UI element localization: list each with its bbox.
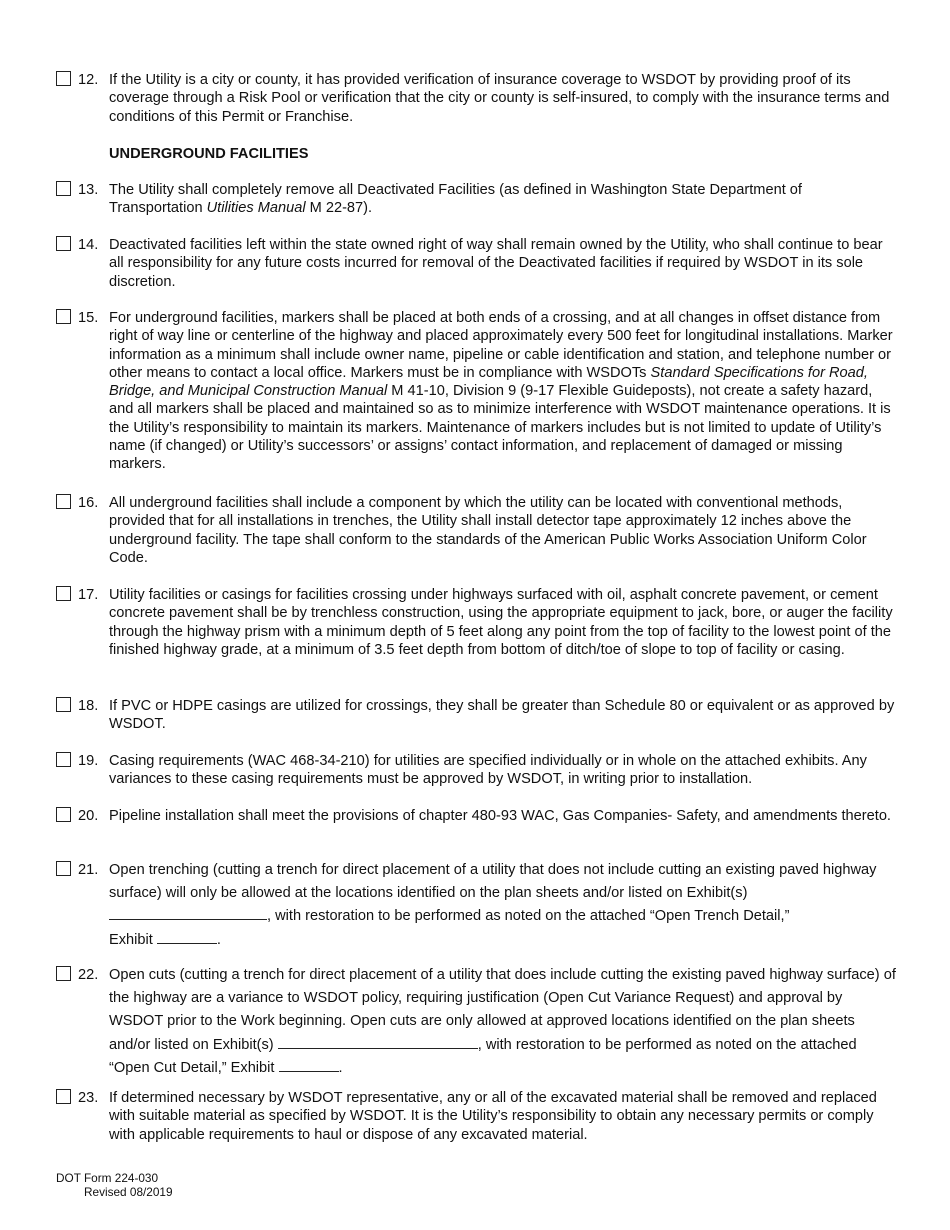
condition-item-13 <box>56 181 896 218</box>
item-number: 19. <box>78 753 99 769</box>
condition-item-16 <box>56 494 896 567</box>
checkbox-16[interactable] <box>56 494 71 509</box>
checkbox-23[interactable] <box>56 1089 71 1104</box>
item-number: 22. <box>78 967 99 983</box>
text-part: , with restoration to be performed as noted on the attached “Open Cut Detail,” Exhibit <box>109 1036 857 1076</box>
checkbox-14[interactable] <box>56 236 71 251</box>
checkbox-19[interactable] <box>56 752 71 767</box>
condition-item-23 <box>56 1089 896 1144</box>
item-text: Deactivated facilities left within the state owned right of way shall remain owned by the Utility, who shall continue to bear all responsibility for any future costs incurred for removal of the Deactivated facilities if required by WSDOT in its sole discretion. <box>109 237 883 290</box>
condition-item-14 <box>56 236 896 291</box>
item-text: All underground facilities shall include a component by which the utility can be located with conventional methods, provided that for all installations in trenches, the Utility shall install detector tape approximately 12 inches above the underground facility. The tape shall conform to the standards of the American Public Works Association Uniform Color Code. <box>109 495 867 566</box>
section-heading: UNDERGROUND FACILITIES <box>109 146 309 162</box>
item-number: 17. <box>78 587 99 603</box>
page-footer <box>56 1171 173 1200</box>
item-number: 23. <box>78 1090 99 1106</box>
item-number: 15. <box>78 310 99 326</box>
checkbox-13[interactable] <box>56 181 71 196</box>
checkbox-22[interactable] <box>56 966 71 981</box>
item-text: Casing requirements (WAC 468-34-210) for utilities are specified individually or in whole on the attached exhibits. Any variances to these casing requirements must be approved by WSDOT, in writing prior to installation. <box>109 753 867 788</box>
condition-item-17 <box>56 586 896 659</box>
item-text: If PVC or HDPE casings are utilized for crossings, they shall be greater than Schedule 80 or equivalent or as approved by WSDOT. <box>109 698 895 733</box>
item-number: 16. <box>78 495 99 511</box>
item-number: 21. <box>78 862 99 878</box>
item-number: 12. <box>78 72 99 88</box>
text-part: Open trenching (cutting a trench for direct placement of a utility that does not include cutting an existing paved highway surface) will only be allowed at the locations identified on the plan sheets and/or listed on Exhibit(s) <box>109 862 877 902</box>
condition-item-22 <box>56 964 896 1080</box>
condition-item-20 <box>56 807 896 825</box>
text-part: M 22-87). <box>305 200 373 217</box>
exhibit-letter-blank[interactable] <box>279 1057 339 1072</box>
item-text: Pipeline installation shall meet the provisions of chapter 480-93 WAC, Gas Companies- Safety, and amendments thereto. <box>109 808 891 824</box>
exhibit-number-blank[interactable] <box>278 1034 478 1049</box>
checkbox-20[interactable] <box>56 807 71 822</box>
checkbox-21[interactable] <box>56 861 71 876</box>
item-text <box>109 859 896 952</box>
item-text <box>109 964 896 1080</box>
item-text: If the Utility is a city or county, it has provided verification of insurance coverage to WSDOT by providing proof of its coverage through a Risk Pool or verification that the city or county is self-insured, to comply with the insurance terms and conditions of this Permit or Franchise. <box>109 72 890 125</box>
text-part: The Utility shall completely remove all Deactivated Facilities (as defined in Washington State Department of Transportation <box>109 182 802 217</box>
exhibit-number-blank[interactable] <box>109 905 267 920</box>
item-number: 20. <box>78 808 99 824</box>
item-text <box>109 309 896 474</box>
text-part: . <box>216 931 221 948</box>
checkbox-17[interactable] <box>56 586 71 601</box>
item-number: 14. <box>78 237 99 253</box>
checkbox-18[interactable] <box>56 697 71 712</box>
condition-item-21 <box>56 859 896 952</box>
item-text: Utility facilities or casings for facilities crossing under highways surfaced with oil, asphalt concrete pavement, or cement concrete pavement shall be by trenchless construction, using the appropriate equipment to jack, bore, or auger the facility through the highway prism with a minimum depth of 5 feet along any point from the top of facility to the lowest point of the finished highway grade, at a minimum of 3.5 feet depth from bottom of ditch/toe of slope to top of facility or casing. <box>109 587 893 658</box>
text-part: For underground facilities, markers shall be placed at both ends of a crossing, and at all changes in offset distance from right of way line or centerline of the highway and placed approximately every 500 feet for longitudinal installations. Marker information as a minimum shall include owner name, pipeline or cable identification and station, and telephone number or other means to contact a local office. Markers must be in compliance with WSDOTs <box>109 310 893 381</box>
condition-item-18 <box>56 697 896 734</box>
exhibit-letter-blank[interactable] <box>157 929 217 944</box>
manual-title: Standard Specifications for Road, Bridge, and Municipal Construction Manual <box>109 364 868 400</box>
revision-date: Revised 08/2019 <box>84 1185 173 1200</box>
item-text: If determined necessary by WSDOT representative, any or all of the excavated material shall be removed and replaced with suitable material as specified by WSDOT. It is the Utility’s responsibility to obtain any necessary permits or comply with applicable requirements to haul or dispose of any excavated material. <box>109 1090 877 1143</box>
checkbox-15[interactable] <box>56 309 71 324</box>
form-number: DOT Form 224-030 <box>56 1171 159 1185</box>
text-part: M 41-10, Division 9 (9-17 Flexible Guideposts), not create a safety hazard, and all markers shall be placed and maintained so as to minimize interference with WSDOT maintenance operations. It is the Utility’s responsibility to maintain its markers. Maintenance of markers includes but is not limited to update of Utility’s name (if changed) or Utility’s successors’ or assigns’ contact information, and replacement of damaged or missing markers. <box>109 383 891 473</box>
text-part: Exhibit <box>109 931 153 948</box>
condition-item-15 <box>56 309 896 474</box>
checkbox-12[interactable] <box>56 71 71 86</box>
item-number: 13. <box>78 182 99 198</box>
text-part: . <box>338 1059 343 1076</box>
text-part: Open cuts (cutting a trench for direct placement of a utility that does include cutting the existing paved highway surface) of the highway are a variance to WSDOT policy, requiring justification (Open Cut Variance Request) and approval by WSDOT prior to the Work beginning. Open cuts are only allowed at approved locations identified on the plan sheets and/or listed on Exhibit(s) <box>109 967 896 1053</box>
condition-item-12 <box>56 71 896 126</box>
text-part: , with restoration to be performed as noted on the attached “Open Trench Detail,” <box>267 908 790 925</box>
condition-item-19 <box>56 752 896 789</box>
item-text <box>109 181 896 218</box>
item-number: 18. <box>78 698 99 714</box>
manual-title: Utilities Manual <box>206 200 306 217</box>
